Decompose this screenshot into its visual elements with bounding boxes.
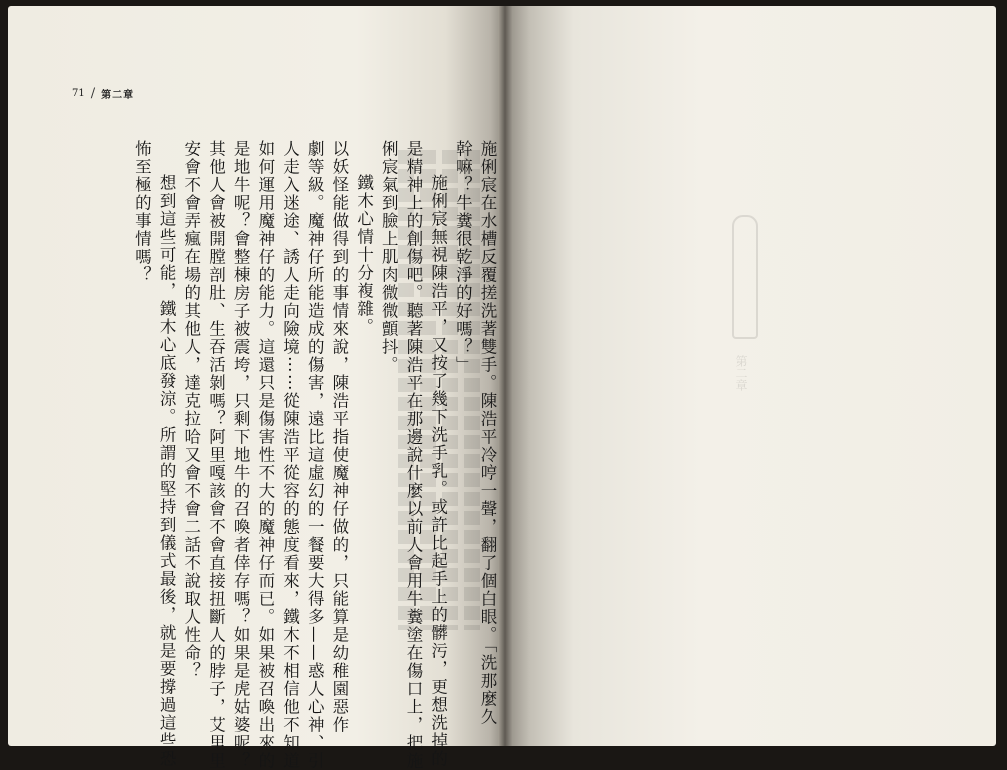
text-column: 是地牛呢？會整棟房子被震垮，只剩下地牛的召喚者倖存嗎？如果是虎姑婆呢？ xyxy=(231,140,251,770)
text-column: 人走入迷途、誘人走向險境⋯⋯從陳浩平從容的態度看來，鐵木不相信他不知道 xyxy=(280,140,300,770)
figure-icon xyxy=(732,215,758,339)
text-column: 劇等級。魔神仔所能造成的傷害，遠比這虛幻的一餐要大得多——惑人心神、引 xyxy=(305,140,325,770)
text-column: 是精神上的創傷吧。聽著陳浩平在那邊說什麼以前人會用牛糞塗在傷口上，把施 xyxy=(403,140,423,770)
text-column: 想到這些可能，鐵木心底發涼。所謂的堅持到儀式最後，就是要撐過這些恐 xyxy=(157,174,177,768)
faded-chapter-label: 第二章 xyxy=(734,355,748,391)
text-column: 俐宸氣到臉上肌肉微微顫抖。 xyxy=(379,140,399,374)
text-column: 施俐宸在水槽反覆搓洗著雙手。陳浩平冷哼一聲，翻了個白眼。「洗那麼久 xyxy=(478,140,497,726)
text-column: 幹嘛？牛糞很乾淨的好嗎？」 xyxy=(453,140,473,374)
text-column: 如何運用魔神仔的能力。這還只是傷害性不大的魔神仔而已。如果被召喚出來的 xyxy=(255,140,275,770)
page-number: 71 xyxy=(72,88,85,99)
chapter-title: 第二章 xyxy=(101,90,135,101)
text-column: 其他人會被開膛剖肚、生吞活剝嗎？阿里嘎該會不會直接扭斷人的脖子，艾里里 xyxy=(206,140,226,770)
chapter-emblem xyxy=(728,215,758,445)
text-column: 以妖怪能做得到的事情來說，陳浩平指使魔神仔做的，只能算是幼稚園惡作 xyxy=(329,140,349,734)
text-column: 施俐宸無視陳浩平，又按了幾下洗手乳。或許比起手上的髒污，更想洗掉的 xyxy=(428,174,448,768)
running-header xyxy=(72,86,134,101)
text-column: 鐵木心情十分複雜。 xyxy=(354,174,374,336)
body-text xyxy=(75,140,497,770)
header-separator: / xyxy=(90,86,96,101)
text-column: 怖至極的事情嗎？ xyxy=(132,140,152,284)
text-column: 安會不會弄瘋在場的其他人，達克拉哈又會不會二話不說取人性命？ xyxy=(181,140,201,680)
book-gutter xyxy=(498,6,512,746)
